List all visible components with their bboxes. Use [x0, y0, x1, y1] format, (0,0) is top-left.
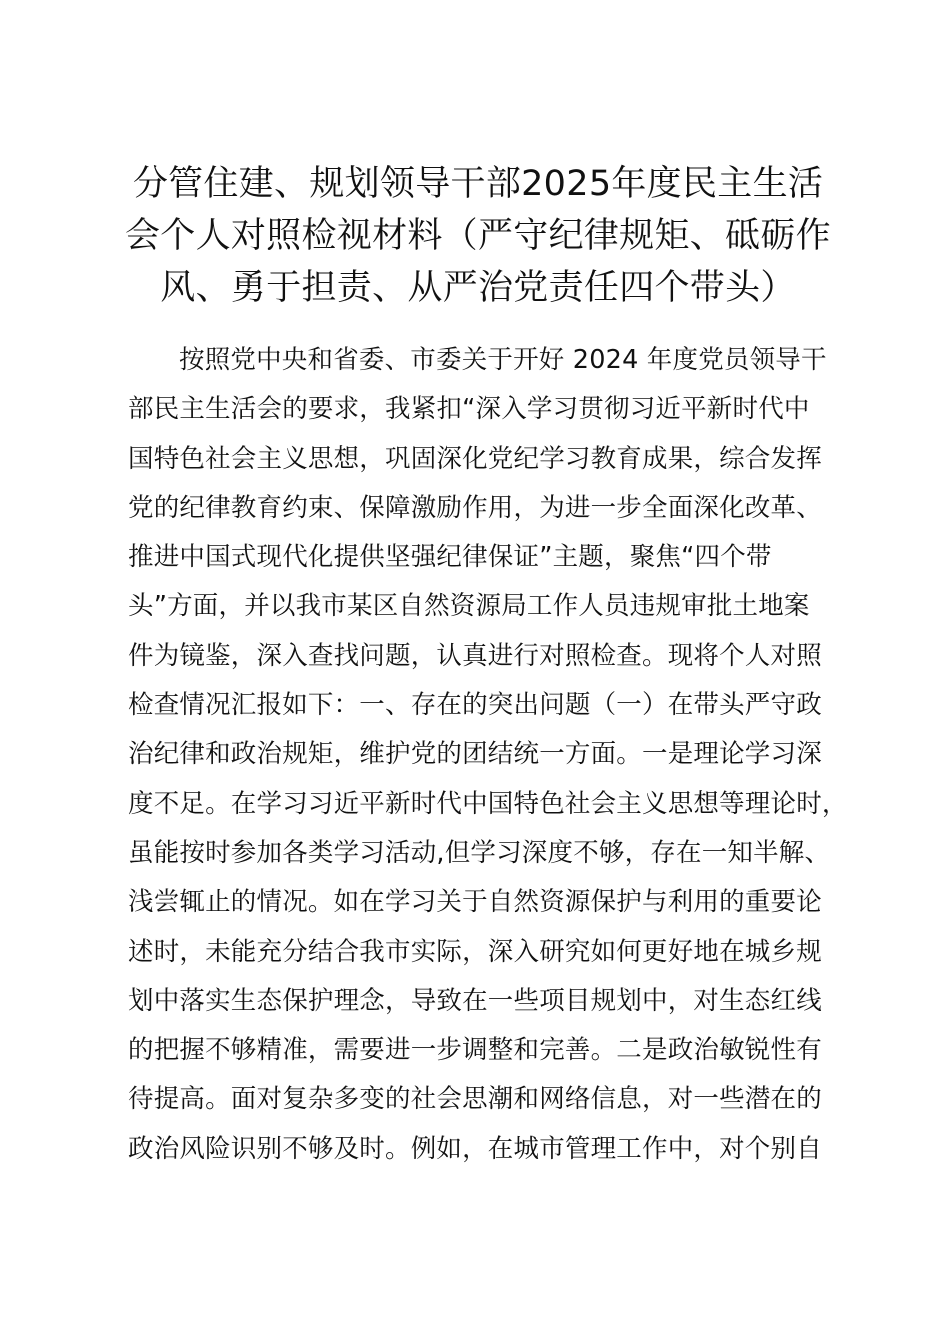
body-line: 推进中国式现代化提供坚强纪律保证”主题，聚焦“四个带 — [128, 542, 772, 573]
body-line: 治纪律和政治规矩，维护党的团结统一方面。一是理论学习深 — [128, 739, 822, 770]
body-line: 件为镜鉴，深入查找问题，认真进行对照检查。现将个人对照 — [128, 640, 822, 671]
body-line: 虽能按时参加各类学习活动,但学习深度不够，存在一知半解、 — [128, 837, 831, 868]
body-line: 按照党中央和省委、市委关于开好 2024 年度党员领导干 — [179, 345, 827, 375]
title-line: 风、勇于担责、从严治党责任四个带头） — [160, 268, 796, 308]
body-line: 待提高。面对复杂多变的社会思潮和网络信息，对一些潜在的 — [128, 1084, 822, 1115]
body-line: 划中落实生态保护理念，导致在一些项目规划中，对生态红线 — [128, 985, 822, 1016]
body-line: 部民主生活会的要求，我紧扣“深入学习贯彻习近平新时代中 — [128, 394, 810, 425]
title-line: 会个人对照检视材料（严守纪律规矩、砥砺作 — [124, 216, 831, 256]
document-body — [128, 336, 868, 1174]
title-line: 分管住建、规划领导干部2025年度民主生活 — [132, 164, 824, 204]
body-line: 国特色社会主义思想，巩固深化党纪学习教育成果，综合发挥 — [128, 443, 822, 474]
body-line: 述时，未能充分结合我市实际，深入研究如何更好地在城乡规 — [128, 936, 822, 967]
body-line: 党的纪律教育约束、保障激励作用，为进一步全面深化改革、 — [128, 492, 822, 523]
body-line: 政治风险识别不够及时。例如，在城市管理工作中，对个别自 — [128, 1133, 822, 1164]
document-title — [118, 158, 838, 314]
body-line: 度不足。在学习习近平新时代中国特色社会主义思想等理论时， — [128, 788, 848, 819]
body-line: 头”方面，并以我市某区自然资源局工作人员违规审批土地案 — [128, 591, 810, 622]
body-line: 的把握不够精准，需要进一步调整和完善。二是政治敏锐性有 — [128, 1035, 822, 1066]
body-line: 浅尝辄止的情况。如在学习关于自然资源保护与利用的重要论 — [128, 887, 822, 918]
body-line: 检查情况汇报如下：一、存在的突出问题（一）在带头严守政 — [128, 690, 822, 721]
